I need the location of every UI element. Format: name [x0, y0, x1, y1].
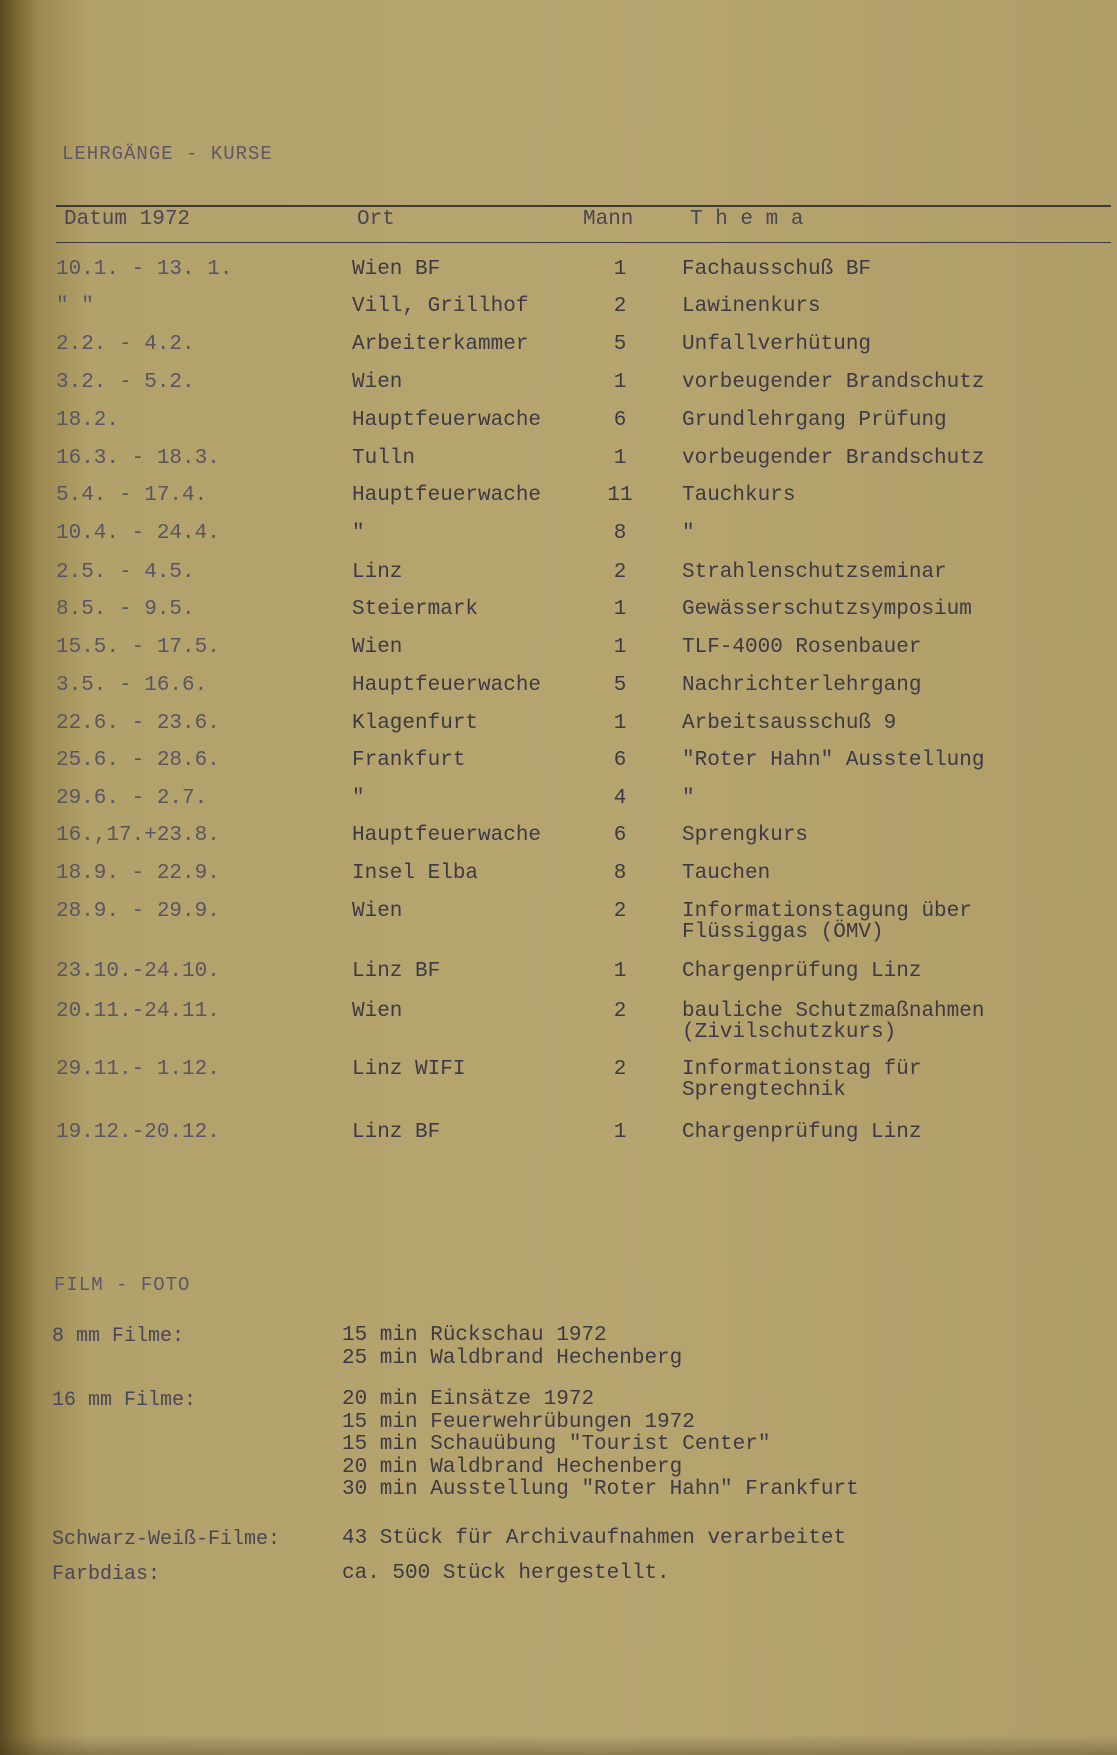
cell-thema: Informationstag für: [682, 1058, 922, 1081]
column-header-thema: T h e m a: [690, 208, 804, 231]
column-header-mann: Mann: [583, 208, 634, 231]
header-top-rule: [56, 205, 1111, 207]
cell-thema-line2: Sprengtechnik: [682, 1079, 846, 1102]
cell-thema-continuation: [682, 922, 884, 944]
cell-thema: Informationstagung über: [682, 900, 972, 923]
cell-ort: Wien: [352, 371, 403, 394]
table-row: [0, 258, 1117, 294]
cell-datum: " ": [56, 295, 94, 318]
cell-thema: vorbeugender Brandschutz: [682, 447, 985, 470]
cell-ort: Hauptfeuerwache: [352, 674, 542, 697]
cell-thema: Sprengkurs: [682, 824, 809, 847]
table-row: [0, 862, 1117, 898]
table-row: [0, 824, 1117, 860]
film-line: 20 min Einsätze 1972: [342, 1388, 595, 1411]
cell-ort: Hauptfeuerwache: [352, 824, 542, 847]
cell-datum: 10.4. - 24.4.: [56, 522, 220, 545]
film-line: 25 min Waldbrand Hechenberg: [342, 1346, 683, 1370]
table-row: [0, 522, 1117, 558]
cell-mann: 1: [613, 447, 627, 470]
table-row: [0, 1058, 1117, 1102]
film-line: 30 min Ausstellung "Roter Hahn" Frankfurt: [342, 1478, 859, 1501]
table-row: [0, 409, 1117, 445]
cell-mann: 1: [613, 598, 627, 621]
cell-ort: Hauptfeuerwache: [352, 409, 542, 432]
cell-thema: Grundlehrgang Prüfung: [682, 409, 947, 432]
cell-datum: 18.2.: [56, 409, 120, 432]
cell-mann: 1: [613, 636, 627, 659]
cell-thema: bauliche Schutzmaßnahmen: [682, 1000, 985, 1023]
section-title-film: FILM - FOTO: [54, 1274, 191, 1296]
cell-datum: 2.5. - 4.5.: [56, 561, 195, 584]
cell-datum: 2.2. - 4.2.: [56, 333, 195, 356]
cell-thema: Strahlenschutzseminar: [682, 561, 947, 584]
film-group-lines: [342, 1389, 859, 1502]
cell-mann: 11: [607, 484, 633, 507]
cell-mann: 5: [613, 674, 627, 697]
cell-thema-continuation: [682, 1022, 896, 1044]
table-row: [0, 1121, 1117, 1157]
cell-datum: 8.5. - 9.5.: [56, 598, 195, 621]
cell-mann: 2: [613, 1058, 627, 1081]
cell-datum: 18.9. - 22.9.: [56, 862, 220, 885]
film-line: 43 Stück für Archivaufnahmen verarbeitet: [342, 1527, 847, 1550]
cell-mann: 1: [613, 258, 627, 281]
cell-ort: Klagenfurt: [352, 712, 479, 735]
table-row: [0, 1000, 1117, 1044]
cell-mann: 6: [613, 749, 627, 772]
cell-mann: 1: [613, 1121, 627, 1144]
film-group-label: Farbdias:: [52, 1563, 161, 1586]
cell-thema: Chargenprüfung Linz: [682, 1121, 922, 1144]
cell-ort: Vill, Grillhof: [352, 295, 529, 318]
cell-ort: Wien: [352, 636, 403, 659]
section-title-courses: LEHRGÄNGE - KURSE: [62, 143, 273, 165]
film-line: ca. 500 Stück hergestellt.: [342, 1562, 670, 1585]
cell-mann: 2: [613, 900, 627, 923]
cell-thema: Tauchkurs: [682, 484, 796, 507]
cell-ort: Frankfurt: [352, 749, 466, 772]
cell-mann: 4: [613, 787, 627, 810]
cell-mann: 1: [613, 371, 627, 394]
cell-datum: 16.3. - 18.3.: [56, 447, 220, 470]
table-row: [0, 333, 1117, 369]
cell-mann: 8: [613, 862, 627, 885]
cell-thema: Gewässerschutzsymposium: [682, 598, 972, 621]
cell-datum: 10.1. - 13. 1.: [56, 258, 233, 281]
cell-ort: ": [352, 522, 365, 545]
cell-datum: 19.12.-20.12.: [56, 1121, 220, 1144]
cell-thema: Chargenprüfung Linz: [682, 960, 922, 983]
cell-datum: 25.6. - 28.6.: [56, 749, 220, 772]
film-line: 15 min Feuerwehrübungen 1972: [342, 1410, 695, 1434]
cell-thema: Unfallverhütung: [682, 333, 872, 356]
cell-thema: Lawinenkurs: [682, 295, 821, 318]
film-line: 15 min Rückschau 1972: [342, 1324, 607, 1347]
cell-ort: Wien BF: [352, 258, 441, 281]
cell-ort: Linz WIFI: [352, 1058, 466, 1081]
cell-thema: Tauchen: [682, 862, 771, 885]
cell-ort: Wien: [352, 1000, 403, 1023]
cell-thema: Fachausschuß BF: [682, 258, 872, 281]
cell-ort: Wien: [352, 900, 403, 923]
cell-ort: Linz BF: [352, 960, 441, 983]
cell-datum: 5.4. - 17.4.: [56, 484, 208, 507]
table-row: [0, 712, 1117, 748]
cell-ort: Tulln: [352, 447, 416, 470]
cell-datum: 3.5. - 16.6.: [56, 674, 208, 697]
table-row: [0, 484, 1117, 520]
film-line: 20 min Waldbrand Hechenberg: [342, 1455, 683, 1479]
cell-mann: 1: [613, 712, 627, 735]
cell-thema: Arbeitsausschuß 9: [682, 712, 897, 735]
table-row: [0, 787, 1117, 823]
table-row: [0, 749, 1117, 785]
cell-mann: 2: [613, 561, 627, 584]
table-row: [0, 960, 1117, 996]
cell-thema-line2: (Zivilschutzkurs): [682, 1021, 897, 1044]
cell-mann: 6: [613, 409, 627, 432]
cell-mann: 8: [613, 522, 627, 545]
cell-ort: Insel Elba: [352, 862, 479, 885]
cell-thema-continuation: [682, 1080, 846, 1102]
cell-datum: 28.9. - 29.9.: [56, 900, 220, 923]
table-row: [0, 598, 1117, 634]
column-header-datum: Datum 1972: [64, 208, 191, 231]
cell-thema: ": [682, 522, 695, 545]
cell-thema: vorbeugender Brandschutz: [682, 371, 985, 394]
film-line: 15 min Schauübung "Tourist Center": [342, 1433, 771, 1456]
table-row: [0, 900, 1117, 944]
film-group-lines: [342, 1325, 682, 1370]
cell-ort: ": [352, 787, 365, 810]
film-group-label: 8 mm Filme:: [52, 1325, 185, 1348]
table-row: [0, 636, 1117, 672]
cell-datum: 3.2. - 5.2.: [56, 371, 195, 394]
cell-thema: "Roter Hahn" Ausstellung: [682, 749, 985, 772]
table-row: [0, 561, 1117, 597]
cell-ort: Linz: [352, 561, 403, 584]
film-group-label: 16 mm Filme:: [52, 1389, 197, 1412]
cell-thema: TLF-4000 Rosenbauer: [682, 636, 922, 659]
cell-mann: 5: [613, 333, 627, 356]
cell-ort: Steiermark: [352, 598, 479, 621]
film-group-label: Schwarz-Weiß-Filme:: [52, 1528, 281, 1551]
cell-thema: ": [682, 787, 695, 810]
table-row: [0, 447, 1117, 483]
table-row: [0, 371, 1117, 407]
cell-datum: 23.10.-24.10.: [56, 960, 220, 983]
cell-ort: Hauptfeuerwache: [352, 484, 542, 507]
cell-datum: 15.5. - 17.5.: [56, 636, 220, 659]
cell-thema-line2: Flüssiggas (ÖMV): [682, 921, 884, 944]
cell-datum: 16.,17.+23.8.: [56, 824, 220, 847]
cell-mann: 6: [613, 824, 627, 847]
table-row: [0, 295, 1117, 331]
cell-ort: Arbeiterkammer: [352, 333, 529, 356]
cell-datum: 22.6. - 23.6.: [56, 712, 220, 735]
header-bottom-rule: [56, 242, 1111, 243]
cell-mann: 2: [613, 1000, 627, 1023]
cell-datum: 29.11.- 1.12.: [56, 1058, 220, 1081]
cell-datum: 20.11.-24.11.: [56, 1000, 220, 1023]
cell-mann: 2: [613, 295, 627, 318]
cell-datum: 29.6. - 2.7.: [56, 787, 208, 810]
film-group-lines: [342, 1563, 670, 1586]
table-row: [0, 674, 1117, 710]
cell-mann: 1: [613, 960, 627, 983]
column-header-ort: Ort: [357, 208, 395, 231]
cell-thema: Nachrichterlehrgang: [682, 674, 922, 697]
cell-ort: Linz BF: [352, 1121, 441, 1144]
film-group-lines: [342, 1528, 846, 1551]
